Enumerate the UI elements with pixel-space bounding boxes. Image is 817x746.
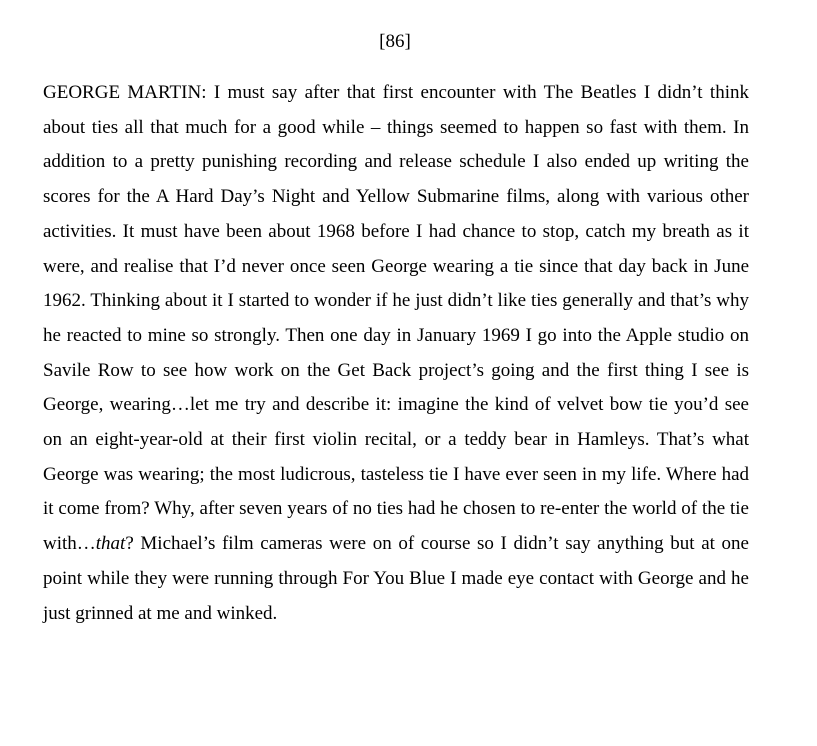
- paragraph-emphasis: that: [95, 533, 126, 555]
- body-paragraph: [43, 76, 749, 631]
- paragraph-text-part-2: ? Michael’s film cameras were on of course so I didn’t say anything but at one point while they were running through For You Blue I made eye contact with George and he just grinned at me and winked.: [43, 533, 749, 624]
- paragraph-text-part-1: GEORGE MARTIN: I must say after that first encounter with The Beatles I didn’t think about ties all that much for a good while – things seemed to happen so fast with them. In addition to a pretty punishing recording and release schedule I also ended up writing the scores for the A Hard Day’s Night and Yellow Submarine films, along with various other activities. It must have been about 1968 before I had chance to stop, catch my breath as it were, and realise that I’d never once seen George wearing a tie since that day back in June 1962. Thinking about it I started to wonder if he just didn’t like ties generally and that’s why he reacted to mine so strongly. Then one day in January 1969 I go into the Apple studio on Savile Row to see how work on the Get Back project’s going and the first thing I see is George, wearing…let me try and describe it: imagine the kind of velvet bow tie you’d see on an eight-year-old at their first violin recital, or a teddy bear in Hamleys. That’s what George was wearing; the most ludicrous, tasteless tie I have ever seen in my life. Where had it come from? Why, after seven years of no ties had he chosen to re-enter the world of the tie with…: [43, 82, 749, 555]
- page-number: [86]: [379, 31, 411, 52]
